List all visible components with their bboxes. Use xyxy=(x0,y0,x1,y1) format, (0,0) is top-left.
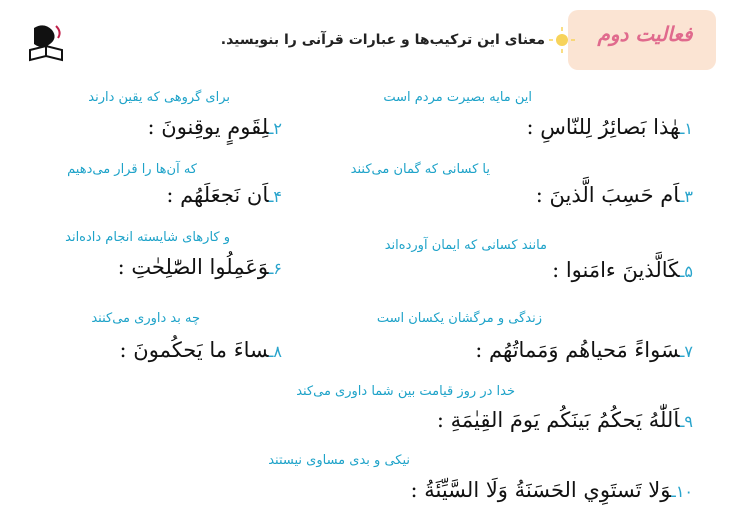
item-number-3: ۳ـ xyxy=(679,187,693,206)
item-number-8: ۸ـ xyxy=(268,342,282,361)
phrase-5 xyxy=(552,258,693,282)
translation-8: چه بد داوری می‌کنند xyxy=(91,311,200,326)
phrase-text-6: وَعَمِلُوا الصّٰلِحٰتِ : xyxy=(117,255,269,279)
phrase-text-8: ساءَ ما يَحكُمونَ : xyxy=(119,338,269,362)
phrase-1 xyxy=(526,115,693,139)
logo xyxy=(26,20,70,68)
translation-10: نیکی و بدی مساوی نیستند xyxy=(268,453,410,468)
item-number-7: ۷ـ xyxy=(679,342,693,361)
phrase-text-7: سَواءً مَحياهُم وَمَماتُهُم : xyxy=(475,338,680,362)
translation-2: برای گروهی که یقین دارند xyxy=(88,90,230,105)
phrase-7 xyxy=(475,338,693,362)
translation-6: و کارهای شایسته انجام داده‌اند xyxy=(65,230,230,245)
phrase-8 xyxy=(120,338,282,362)
item-number-10: ۱۰ـ xyxy=(671,482,693,501)
translation-7: زندگی و مرگشان یکسان است xyxy=(376,311,542,326)
item-number-4: ۴ـ xyxy=(268,187,282,206)
translation-4: که آن‌ها را قرار می‌دهیم xyxy=(67,162,197,177)
sun-ornament-icon xyxy=(548,26,576,54)
translation-9: خدا در روز قیامت بین شما داوری می‌کند xyxy=(296,384,515,399)
activity-title: فعالیت دوم xyxy=(597,22,693,46)
phrase-4 xyxy=(166,183,282,207)
translation-1: این مایه بصیرت مردم است xyxy=(383,90,532,105)
translation-5: مانند کسانی که ایمان آورده‌اند xyxy=(384,238,547,253)
phrase-10 xyxy=(411,478,694,502)
phrase-text-9: اَللّٰهُ يَحكُمُ بَينَكُم يَومَ القِيٰمَةِ : xyxy=(436,408,680,432)
phrase-text-10: وَلا تَستَوِي الحَسَنَةُ وَلَا السَّيِّئَةُ : xyxy=(410,478,672,502)
item-number-1: ۱ـ xyxy=(679,119,693,138)
phrase-text-4: اَن نَجعَلَهُم : xyxy=(166,183,269,207)
phrase-text-3: اَم حَسِبَ الَّذينَ : xyxy=(535,183,680,207)
translation-3: یا کسانی که گمان می‌کنند xyxy=(350,162,490,177)
phrase-3 xyxy=(536,183,693,207)
item-number-5: ۵ـ xyxy=(679,262,693,281)
phrase-9 xyxy=(437,408,693,432)
item-number-6: ۶ـ xyxy=(268,259,282,278)
phrase-2 xyxy=(148,115,282,139)
book-logo-icon xyxy=(26,20,70,68)
phrase-text-2: لِقَومٍ يوقِنونَ : xyxy=(147,115,269,139)
instruction-text: معنای این ترکیب‌ها و عبارات قرآنی را بنویسید. xyxy=(220,32,545,48)
phrase-6 xyxy=(118,255,282,279)
phrase-text-5: كَالَّذينَ ءامَنوا : xyxy=(552,258,680,282)
item-number-2: ۲ـ xyxy=(268,119,282,138)
item-number-9: ۹ـ xyxy=(679,412,693,431)
phrase-text-1: هٰذا بَصائِرُ لِلنّاسِ : xyxy=(526,115,680,139)
